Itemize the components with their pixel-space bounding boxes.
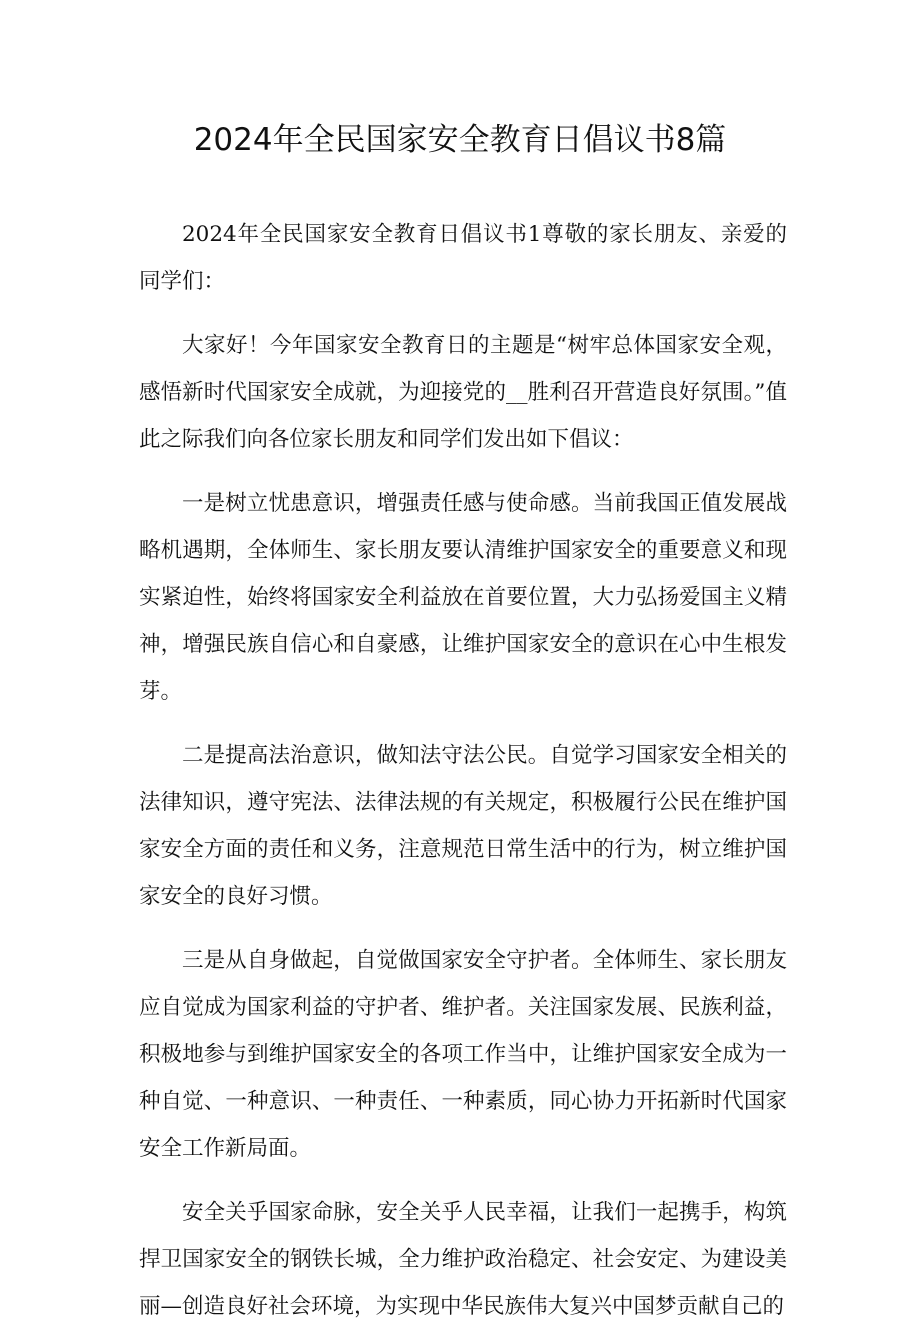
paragraph-proposal-3: 三是从自身做起，自觉做国家安全守护者。全体师生、家长朋友应自觉成为国家利益的守护者、维护者。关注国家发展、民族利益，积极地参与到维护国家安全的各项工作当中，让维护国家安全成为一种自觉、一种意识、一种责任、一种素质，同心协力开拓新时代国家安全工作新局面。 bbox=[139, 948, 787, 1161]
document-title: 2024年全民国家安全教育日倡议书8篇 bbox=[193, 122, 727, 158]
paragraph-greeting: 2024年全民国家安全教育日倡议书1尊敬的家长朋友、亲爱的同学们： bbox=[139, 222, 787, 294]
paragraph-closing: 安全关乎国家命脉，安全关乎人民幸福，让我们一起携手，构筑捍卫国家安全的钢铁长城，全力维护政治稳定、社会安定、为建设美丽—创造良好社会环境，为实现中华民族伟大复兴中国梦贡献自己的 bbox=[139, 1200, 787, 1319]
document-body bbox=[139, 211, 787, 1330]
paragraph-theme: 大家好！今年国家安全教育日的主题是“树牢总体国家安全观，感悟新时代国家安全成就，为迎接党的__胜利召开营造良好氛围。”值此之际我们向各位家长朋友和同学们发出如下倡议： bbox=[139, 333, 787, 452]
paragraph-proposal-1: 一是树立忧患意识，增强责任感与使命感。当前我国正值发展战略机遇期，全体师生、家长朋友要认清维护国家安全的重要意义和现实紧迫性，始终将国家安全利益放在首要位置，大力弘扬爱国主义精神，增强民族自信心和自豪感，让维护国家安全的意识在心中生根发芽。 bbox=[139, 491, 787, 704]
paragraph-proposal-2: 二是提高法治意识，做知法守法公民。自觉学习国家安全相关的法律知识，遵守宪法、法律法规的有关规定，积极履行公民在维护国家安全方面的责任和义务，注意规范日常生活中的行为，树立维护国家安全的良好习惯。 bbox=[139, 743, 787, 909]
